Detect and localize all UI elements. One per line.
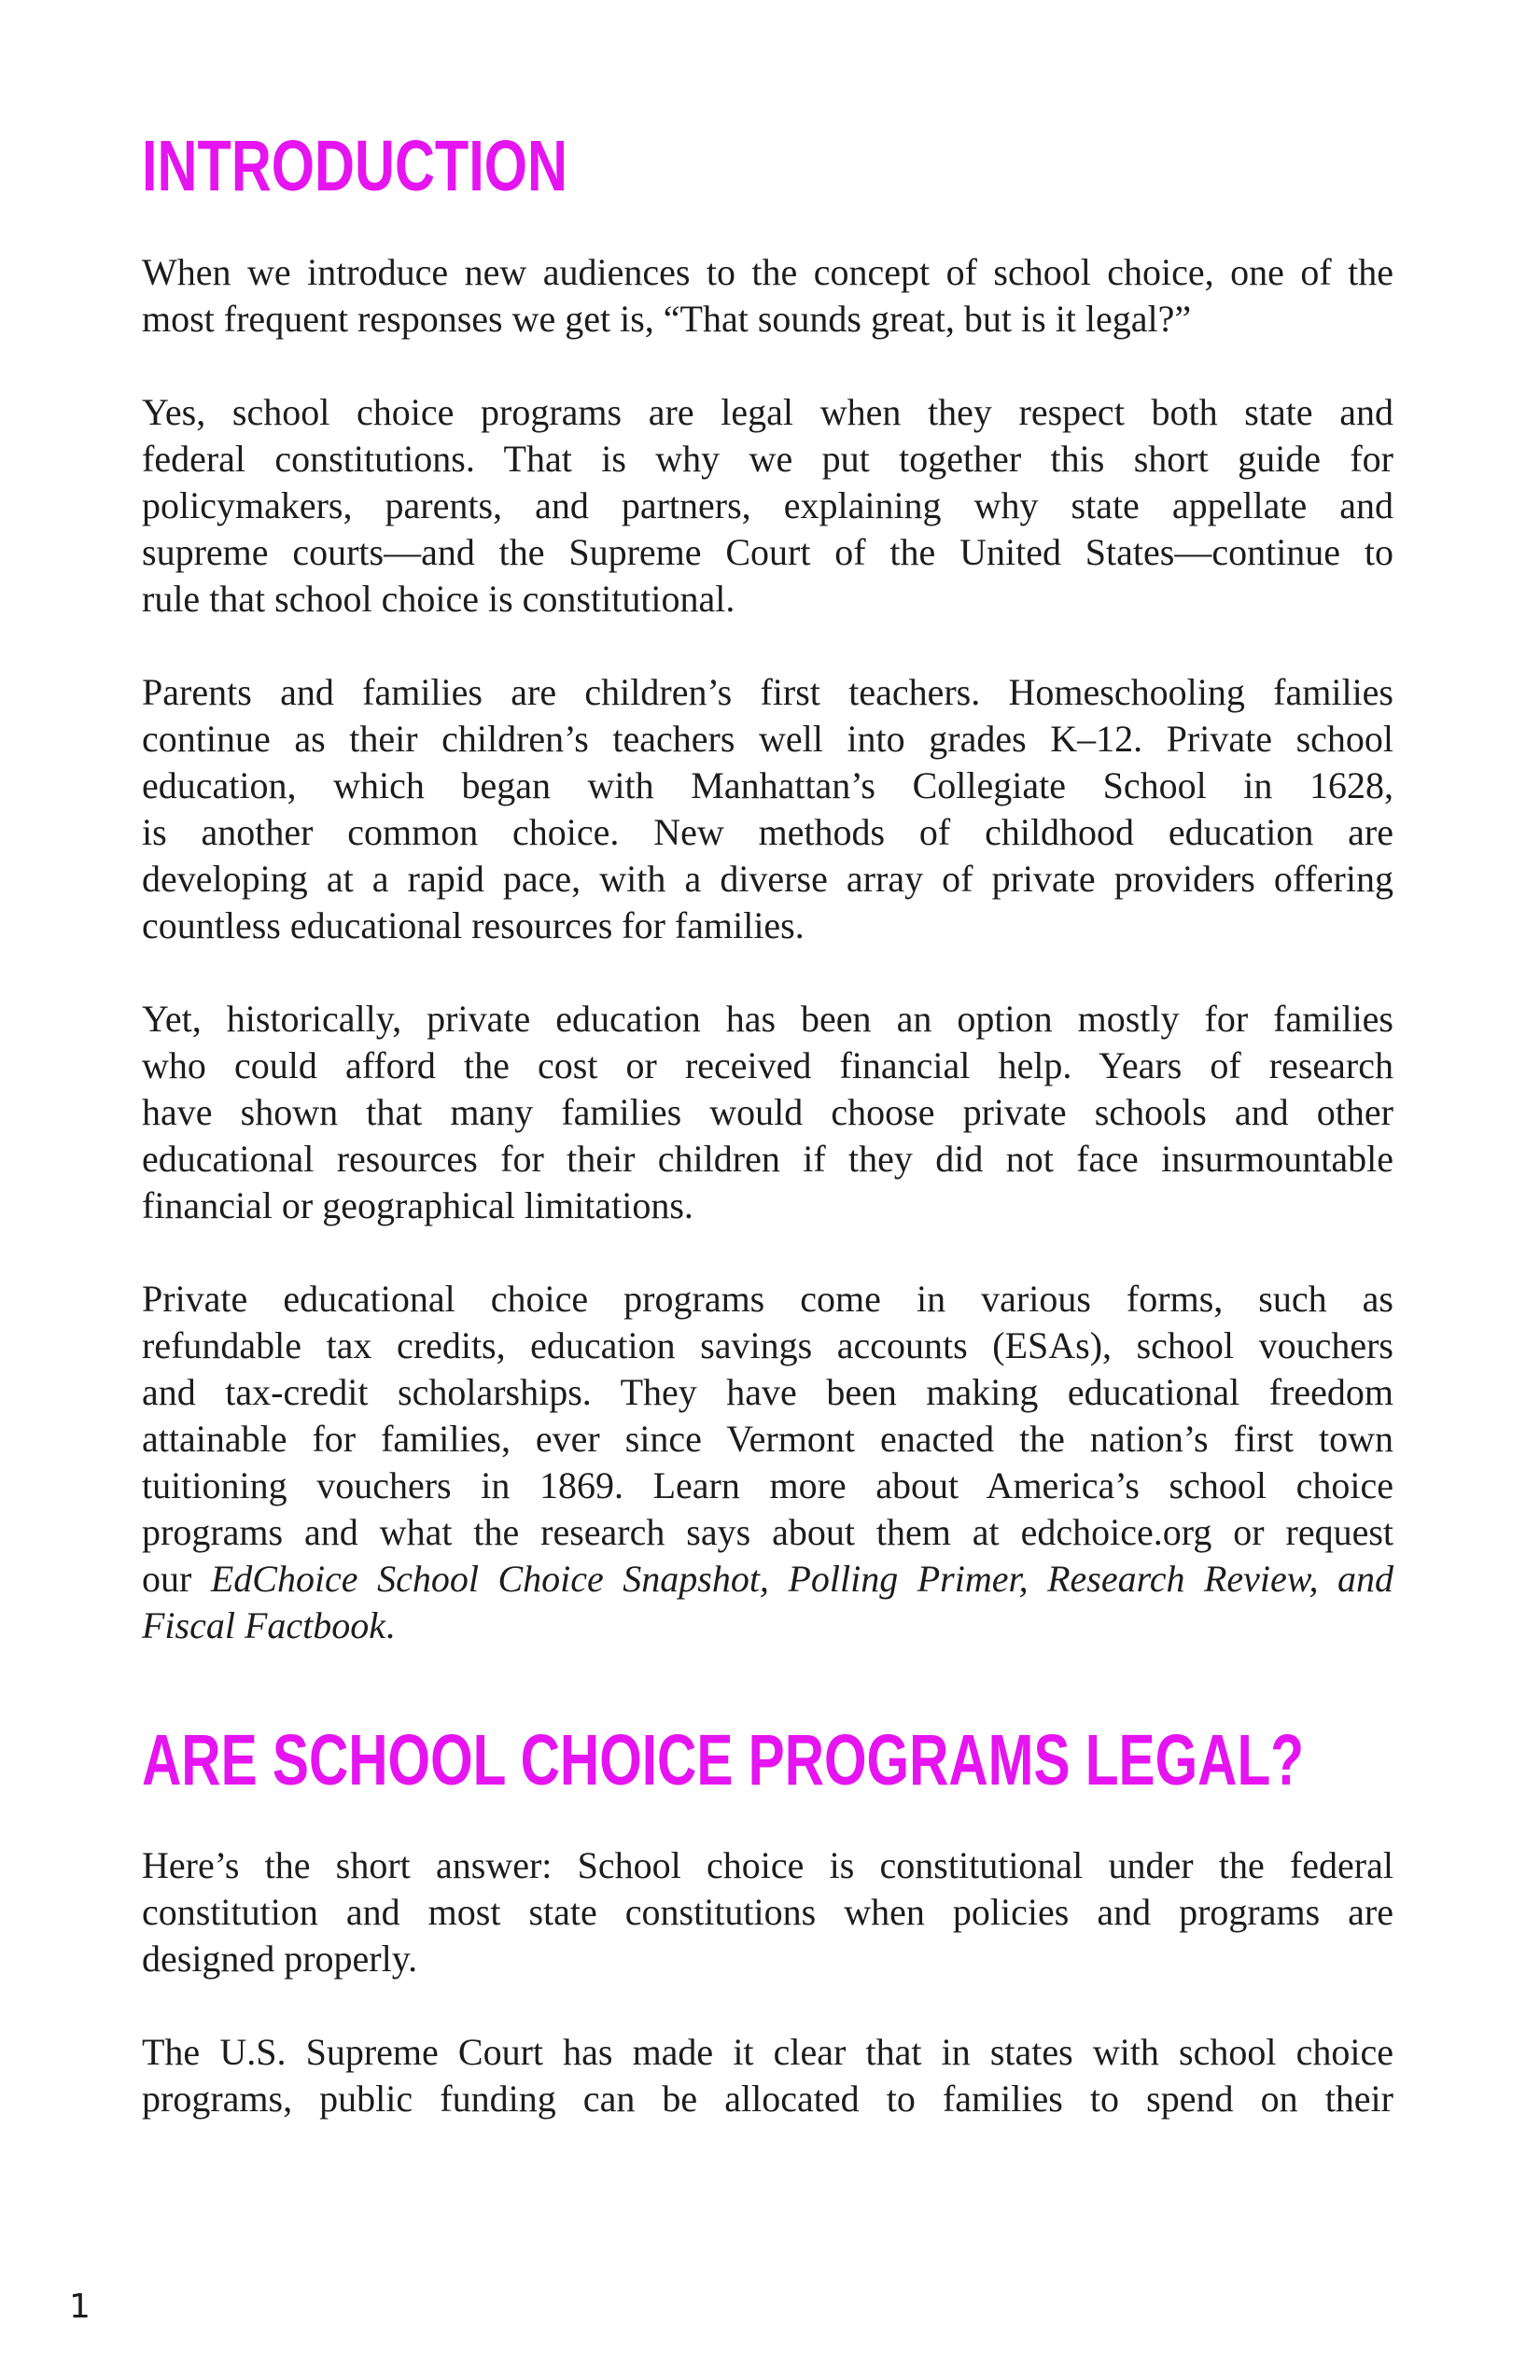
text-run: programs, public funding can be allocated to families to spend on their <box>142 2078 1393 2120</box>
text-line <box>142 1842 1393 1889</box>
text-run: attainable for families, ever since Vermont enacted the nation’s first town <box>142 1418 1393 1460</box>
text-line <box>142 1556 1393 1603</box>
text-run: who could afford the cost or received financial help. Years of research <box>142 1044 1393 1086</box>
text-line <box>142 1136 1393 1183</box>
legality-body <box>142 1842 1393 2122</box>
paragraph <box>142 1842 1393 1982</box>
text-line <box>142 1043 1393 1089</box>
paragraph <box>142 1276 1393 1649</box>
text-run: Private educational choice programs come in various forms, such as <box>142 1278 1393 1320</box>
text-line <box>142 1603 1393 1649</box>
text-line <box>142 903 1393 949</box>
text-run: Here’s the short answer: School choice is constitutional under the federal <box>142 1844 1393 1886</box>
paragraph <box>142 249 1393 343</box>
text-run: supreme courts—and the Supreme Court of the United States—continue to <box>142 531 1393 573</box>
text-run: have shown that many families would choose private schools and other <box>142 1091 1393 1133</box>
text-line <box>142 1369 1393 1416</box>
text-line <box>142 1889 1393 1936</box>
text-run: our <box>142 1558 211 1600</box>
text-run: programs and what the research says about them at edchoice.org or request <box>142 1511 1393 1553</box>
paragraph <box>142 389 1393 623</box>
text-run: policymakers, parents, and partners, explaining why state appellate and <box>142 484 1393 526</box>
text-run: countless educational resources for families. <box>142 904 805 946</box>
text-run: . <box>385 1604 396 1646</box>
text-line <box>142 1276 1393 1323</box>
text-run: Yes, school choice programs are legal when they respect both state and <box>142 391 1393 433</box>
text-line <box>142 763 1393 809</box>
text-line <box>142 296 1393 343</box>
text-line <box>142 1323 1393 1369</box>
text-line <box>142 1183 1393 1229</box>
text-run: constitution and most state constitutions when policies and programs are <box>142 1891 1393 1933</box>
text-line <box>142 1416 1393 1463</box>
text-line <box>142 2076 1393 2122</box>
text-run: federal constitutions. That is why we put together this short guide for <box>142 438 1393 480</box>
text-run: education, which began with Manhattan’s Collegiate School in 1628, <box>142 764 1393 806</box>
text-run: tuitioning vouchers in 1869. Learn more about America’s school choice <box>142 1464 1393 1506</box>
text-line <box>142 529 1393 576</box>
text-run: most frequent responses we get is, “That sounds great, but is it legal?” <box>142 298 1192 340</box>
text-line <box>142 1089 1393 1136</box>
text-run: financial or geographical limitations. <box>142 1184 693 1226</box>
text-line <box>142 809 1393 856</box>
text-run: rule that school choice is constitutional. <box>142 578 735 620</box>
text-line <box>142 436 1393 483</box>
text-run: developing at a rapid pace, with a diverse array of private providers offering <box>142 858 1393 900</box>
text-line <box>142 996 1393 1043</box>
text-run: designed properly. <box>142 1938 418 1980</box>
text-run: continue as their children’s teachers well into grades K–12. Private school <box>142 718 1393 760</box>
text-run: Parents and families are children’s first teachers. Homeschooling families <box>142 671 1393 713</box>
text-run: The U.S. Supreme Court has made it clear that in states with school choice <box>142 2031 1393 2073</box>
text-line <box>142 483 1393 529</box>
page-number: 1 <box>69 2288 91 2326</box>
text-line <box>142 389 1393 436</box>
italic-title-text: EdChoice School Choice Snapshot, Polling Primer, Research Review, and <box>210 1558 1393 1600</box>
text-run: and tax-credit scholarships. They have been making educational freedom <box>142 1371 1393 1413</box>
text-line <box>142 856 1393 903</box>
italic-title-text: Fiscal Factbook <box>142 1604 386 1646</box>
text-line <box>142 1936 1393 1982</box>
text-line <box>142 249 1393 296</box>
text-run: Yet, historically, private education has been an option mostly for families <box>142 998 1393 1040</box>
paragraph <box>142 2029 1393 2122</box>
text-line <box>142 716 1393 763</box>
paragraph <box>142 996 1393 1229</box>
text-line <box>142 1463 1393 1509</box>
introduction-body <box>142 249 1393 1649</box>
text-run: educational resources for their children if they did not face insurmountable <box>142 1138 1393 1180</box>
text-line <box>142 2029 1393 2076</box>
section-heading-introduction: INTRODUCTION <box>142 126 567 206</box>
paragraph <box>142 669 1393 949</box>
section-heading-legality: ARE SCHOOL CHOICE PROGRAMS LEGAL? <box>142 1720 1304 1800</box>
text-line <box>142 1509 1393 1556</box>
text-line <box>142 576 1393 623</box>
text-run: refundable tax credits, education savings accounts (ESAs), school vouchers <box>142 1324 1393 1366</box>
text-run: When we introduce new audiences to the concept of school choice, one of the <box>142 251 1393 293</box>
text-line <box>142 669 1393 716</box>
text-run: is another common choice. New methods of childhood education are <box>142 811 1393 853</box>
